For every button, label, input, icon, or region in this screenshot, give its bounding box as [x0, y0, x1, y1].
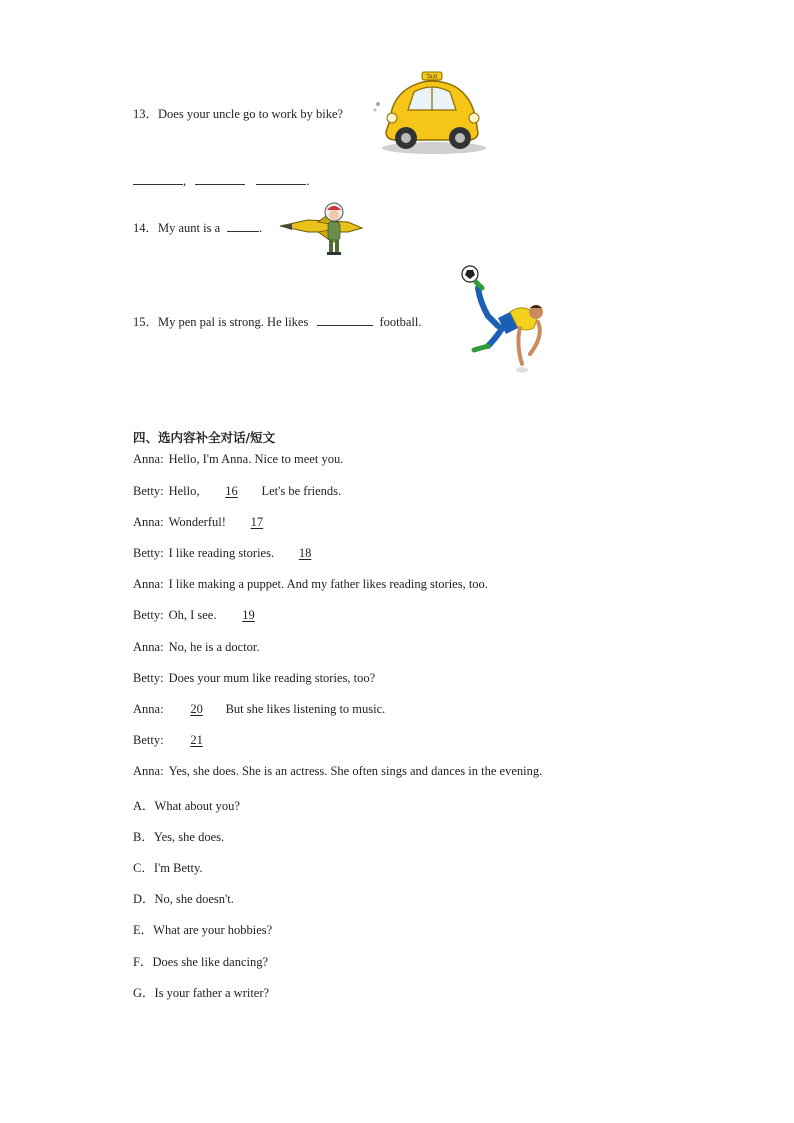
football-player-icon: [458, 262, 552, 378]
dialogue-line: [133, 733, 220, 748]
speaker-name: Anna:: [133, 702, 164, 716]
speaker-name: Betty:: [133, 608, 164, 622]
question-13-answer-line: [133, 172, 310, 189]
dialogue-line: [133, 515, 280, 530]
question-number: 14．: [133, 221, 159, 235]
option-text: Does she like dancing?: [152, 955, 269, 969]
dialogue-text-after: Let's be friends.: [261, 484, 342, 498]
speaker-name: Anna:: [133, 452, 164, 466]
speaker-name: Betty:: [133, 484, 164, 498]
dialogue-line: [133, 546, 328, 561]
question-14: [133, 218, 262, 236]
dialogue-line: [133, 484, 341, 499]
option-item[interactable]: [133, 858, 203, 876]
option-letter: F．: [133, 955, 153, 969]
option-item[interactable]: [133, 952, 268, 970]
dialogue-text: Hello, I'm Anna. Nice to meet you.: [168, 452, 344, 466]
option-text: What are your hobbies?: [153, 923, 273, 937]
speaker-name: Betty:: [133, 546, 164, 560]
option-text: No, she doesn't.: [154, 892, 234, 906]
dialogue-line: [133, 702, 385, 717]
option-item[interactable]: [133, 796, 240, 814]
question-text: My aunt is a: [158, 221, 221, 235]
speaker-name: Anna:: [133, 577, 164, 591]
blank-number[interactable]: 18: [298, 546, 312, 560]
blank-number[interactable]: 19: [242, 608, 255, 622]
question-13: [133, 104, 343, 122]
question-text: Does your uncle go to work by bike?: [158, 107, 344, 121]
dialogue-text: Hello,: [168, 484, 200, 498]
answer-blank[interactable]: [317, 313, 373, 326]
option-letter: E．: [133, 923, 154, 937]
dialogue-text: No, he is a doctor.: [168, 640, 260, 654]
option-letter: A．: [133, 799, 155, 813]
blank-number[interactable]: 21: [190, 733, 203, 747]
question-text-end: football.: [379, 315, 422, 329]
question-number: 15．: [133, 315, 159, 329]
dialogue-line: [133, 452, 343, 467]
dialogue-text: Wonderful!: [168, 515, 226, 529]
blank-number[interactable]: 16: [225, 484, 238, 498]
dialogue-text: I like making a puppet. And my father likes reading stories, too.: [168, 577, 488, 591]
option-text: Yes, she does.: [153, 830, 225, 844]
speaker-name: Betty:: [133, 671, 164, 685]
option-text: What about you?: [154, 799, 240, 813]
dialogue-line: [133, 577, 488, 592]
dialogue-text: Oh, I see.: [168, 608, 217, 622]
dialogue-text-after: But she likes listening to music.: [225, 702, 386, 716]
dialogue-line: [133, 764, 542, 779]
option-text: Is your father a writer?: [154, 986, 270, 1000]
dialogue-line: [133, 608, 272, 623]
answer-blank[interactable]: [133, 172, 183, 185]
question-text-end: .: [259, 221, 263, 235]
answer-blank[interactable]: [195, 172, 245, 185]
dialogue-line: [133, 671, 375, 686]
speaker-name: Anna:: [133, 640, 164, 654]
taxi-sign-text: TAXI: [426, 74, 438, 81]
question-15: [133, 312, 422, 330]
option-item[interactable]: [133, 827, 224, 845]
section-heading: 四、选内容补全对话/短文: [133, 430, 276, 445]
question-number: 13．: [133, 107, 159, 121]
taxi-icon: [372, 68, 492, 158]
dialogue-line: [133, 640, 260, 655]
option-item[interactable]: [133, 983, 269, 1001]
option-letter: B．: [133, 830, 154, 844]
speaker-name: Anna:: [133, 515, 164, 529]
option-letter: G．: [133, 986, 155, 1000]
speaker-name: Anna:: [133, 764, 164, 778]
speaker-name: Betty:: [133, 733, 164, 747]
option-item[interactable]: [133, 889, 234, 907]
answer-blank[interactable]: [227, 219, 259, 232]
dialogue-text: Does your mum like reading stories, too?: [168, 671, 376, 685]
answer-separator: ,: [183, 174, 187, 188]
dialogue-text: Yes, she does. She is an actress. She often sings and dances in the evening.: [168, 764, 543, 778]
option-item[interactable]: [133, 920, 272, 938]
pilot-icon: [278, 200, 364, 256]
blank-number[interactable]: 17: [250, 515, 264, 529]
option-letter: C．: [133, 861, 154, 875]
option-text: I'm Betty.: [153, 861, 203, 875]
blank-number[interactable]: 20: [190, 702, 203, 716]
answer-end: .: [306, 174, 310, 188]
question-text: My pen pal is strong. He likes: [158, 315, 309, 329]
dialogue-text: I like reading stories.: [168, 546, 275, 560]
option-letter: D．: [133, 892, 155, 906]
answer-blank[interactable]: [256, 172, 306, 185]
